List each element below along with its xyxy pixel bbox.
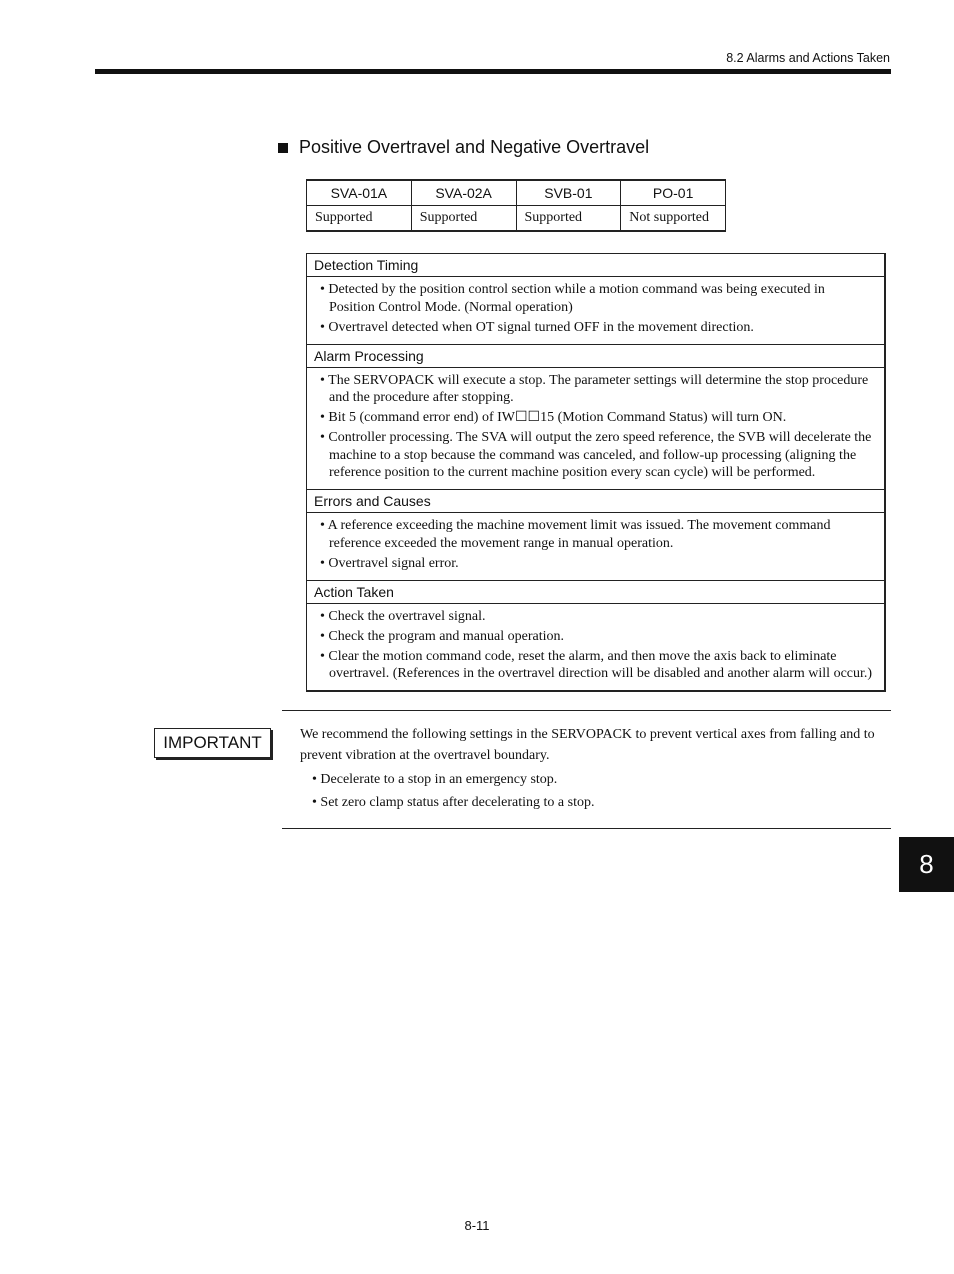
detection-timing-body	[307, 277, 884, 345]
action-taken-heading: Action Taken	[307, 581, 884, 604]
square-bullet-icon	[278, 143, 288, 153]
alarm-processing-body	[307, 368, 884, 491]
alarm-processing-heading: Alarm Processing	[307, 345, 884, 368]
column-header: SVA-01A	[307, 180, 412, 206]
table-cell: Supported	[516, 206, 621, 232]
section-heading	[278, 137, 649, 158]
table-cell: Supported	[411, 206, 516, 232]
important-label: IMPORTANT	[154, 728, 271, 758]
important-top-rule	[282, 710, 891, 711]
column-header: SVB-01	[516, 180, 621, 206]
running-header: 8.2 Alarms and Actions Taken	[726, 51, 890, 65]
detection-timing-heading: Detection Timing	[307, 254, 884, 277]
list-item: • Check the program and manual operation.	[320, 628, 874, 646]
list-item: • Decelerate to a stop in an emergency stop.	[300, 768, 891, 791]
table-row	[307, 206, 726, 232]
list-item: • Overtravel signal error.	[320, 555, 874, 573]
module-support-table	[306, 179, 726, 232]
list-item: • The SERVOPACK will execute a stop. The parameter settings will determine the stop procedure and the procedure after stopping.	[320, 372, 874, 407]
chapter-tab: 8	[899, 837, 954, 892]
list-item: • Clear the motion command code, reset the alarm, and then move the axis back to eliminate overtravel. (References in the overtravel direction will be disabled and another alarm will occur.)	[320, 648, 874, 683]
action-taken-body	[307, 604, 884, 691]
important-bottom-rule	[282, 828, 891, 829]
section-title: Positive Overtravel and Negative Overtravel	[299, 137, 650, 157]
table-cell: Not supported	[621, 206, 726, 232]
errors-and-causes-heading: Errors and Causes	[307, 490, 884, 513]
column-header: SVA-02A	[411, 180, 516, 206]
table-header-row	[307, 180, 726, 206]
header-rule	[95, 69, 891, 74]
important-note	[300, 724, 891, 814]
errors-and-causes-body	[307, 513, 884, 581]
table-cell: Supported	[307, 206, 412, 232]
list-item: • Detected by the position control section while a motion command was being executed in Position Control Mode. (Normal operation)	[320, 281, 874, 316]
alarm-info-box	[306, 253, 886, 692]
list-item: • Check the overtravel signal.	[320, 608, 874, 626]
list-item: • Bit 5 (command error end) of IW☐☐15 (Motion Command Status) will turn ON.	[320, 409, 874, 427]
list-item: • Set zero clamp status after decelerating to a stop.	[300, 791, 891, 814]
column-header: PO-01	[621, 180, 726, 206]
list-item: • Overtravel detected when OT signal turned OFF in the movement direction.	[320, 319, 874, 337]
important-paragraph: We recommend the following settings in the SERVOPACK to prevent vertical axes from falling and to prevent vibration at the overtravel boundary.	[300, 727, 875, 763]
page-number: 8-11	[464, 1218, 490, 1233]
list-item: • A reference exceeding the machine movement limit was issued. The movement command reference exceeded the movement range in manual operation.	[320, 517, 874, 552]
list-item: • Controller processing. The SVA will output the zero speed reference, the SVB will decelerate the machine to a stop because the command was canceled, and follow-up processing (aligning the reference position to the current machine position every scan cycle) will be performed.	[320, 429, 874, 482]
